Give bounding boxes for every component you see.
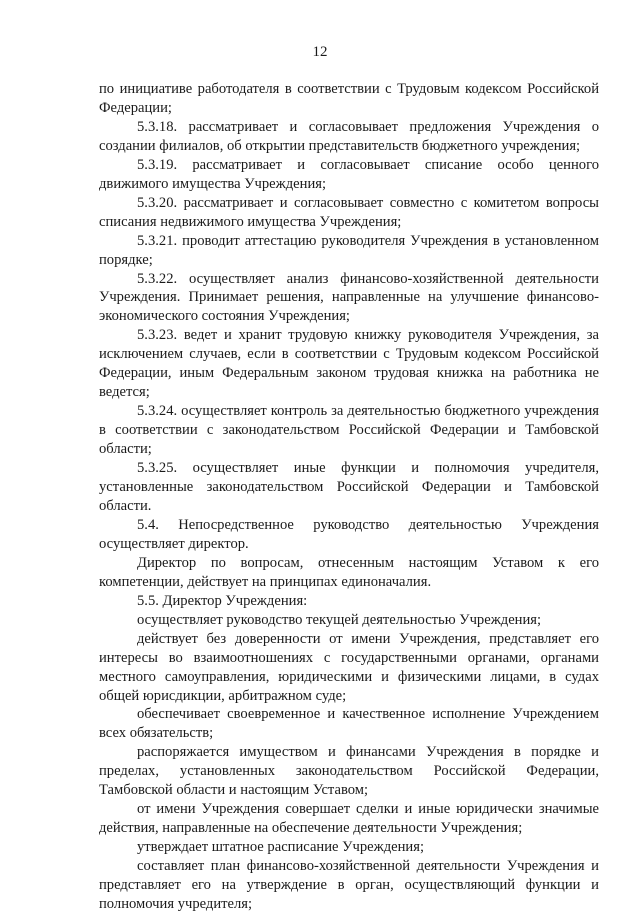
paragraph: 5.5. Директор Учреждения: [137,592,308,609]
paragraph: 5.3.24. осуществляет контроль за деятельностью бюджетного учреждения в соответствии с законодательством Российской Федерации и Тамбовской области; [99,403,599,458]
paragraph: по инициативе работодателя в соответствии с Трудовым кодексом Российской Федерации; [99,81,599,116]
paragraph: 5.3.18. рассматривает и согласовывает предложения Учреждения о создании филиалов, об открытии представительств бюджетного учреждения; [99,118,599,154]
paragraph: 5.3.23. ведет и хранит трудовую книжку руководителя Учреждения, за исключением случаев, если в соответствии с Трудовым кодексом Российской Федерации, иным Федеральным законом трудовая книжка на работника не ведется; [99,327,599,401]
paragraph: 5.3.22. осуществляет анализ финансово-хозяйственной деятельности Учреждения. Принимает решения, направленные на улучшение финансово-экономического состояния Учреждения; [99,270,599,325]
document-body [99,80,599,914]
paragraph: 5.3.25. осуществляет иные функции и полномочия учредителя, установленные законодательством Российской Федерации и Тамбовской области. [99,460,599,514]
paragraph: 5.4. Непосредственное руководство деятельностью Учреждения осуществляет директор. [99,516,599,552]
paragraph: утверждает штатное расписание Учреждения; [137,839,424,856]
page-number: 12 [312,44,328,60]
paragraph: 5.3.19. рассматривает и согласовывает списание особо ценного движимого имущества Учреждения; [99,156,599,192]
paragraph: от имени Учреждения совершает сделки и иные юридически значимые действия, направленные на обеспечение деятельности Учреждения; [99,801,599,837]
paragraph: 5.3.21. проводит аттестацию руководителя Учреждения в установленном порядке; [99,232,599,268]
paragraph: составляет план финансово-хозяйственной деятельности Учреждения и представляет его на утверждение в орган, осуществляющий функции и полномочия учредителя; [99,858,599,912]
paragraph: действует без доверенности от имени Учреждения, представляет его интересы во взаимоотношениях с государственными органами, органами местного самоуправления, юридическими и физическими лицами, в судах общей юрисдикции, арбитражном суде; [99,630,599,704]
paragraph: осуществляет руководство текущей деятельностью Учреждения; [137,611,542,628]
paragraph: обеспечивает своевременное и качественное исполнение Учреждением всех обязательств; [99,706,599,742]
paragraph: Директор по вопросам, отнесенным настоящим Уставом к его компетенции, действует на принципах единоначалия. [99,554,599,590]
paragraph: распоряжается имуществом и финансами Учреждения в порядке и пределах, установленных законодательством Российской Федерации, Тамбовской области и настоящим Уставом; [99,744,599,799]
paragraph: 5.3.20. рассматривает и согласовывает совместно с комитетом вопросы списания недвижимого имущества Учреждения; [99,194,599,230]
